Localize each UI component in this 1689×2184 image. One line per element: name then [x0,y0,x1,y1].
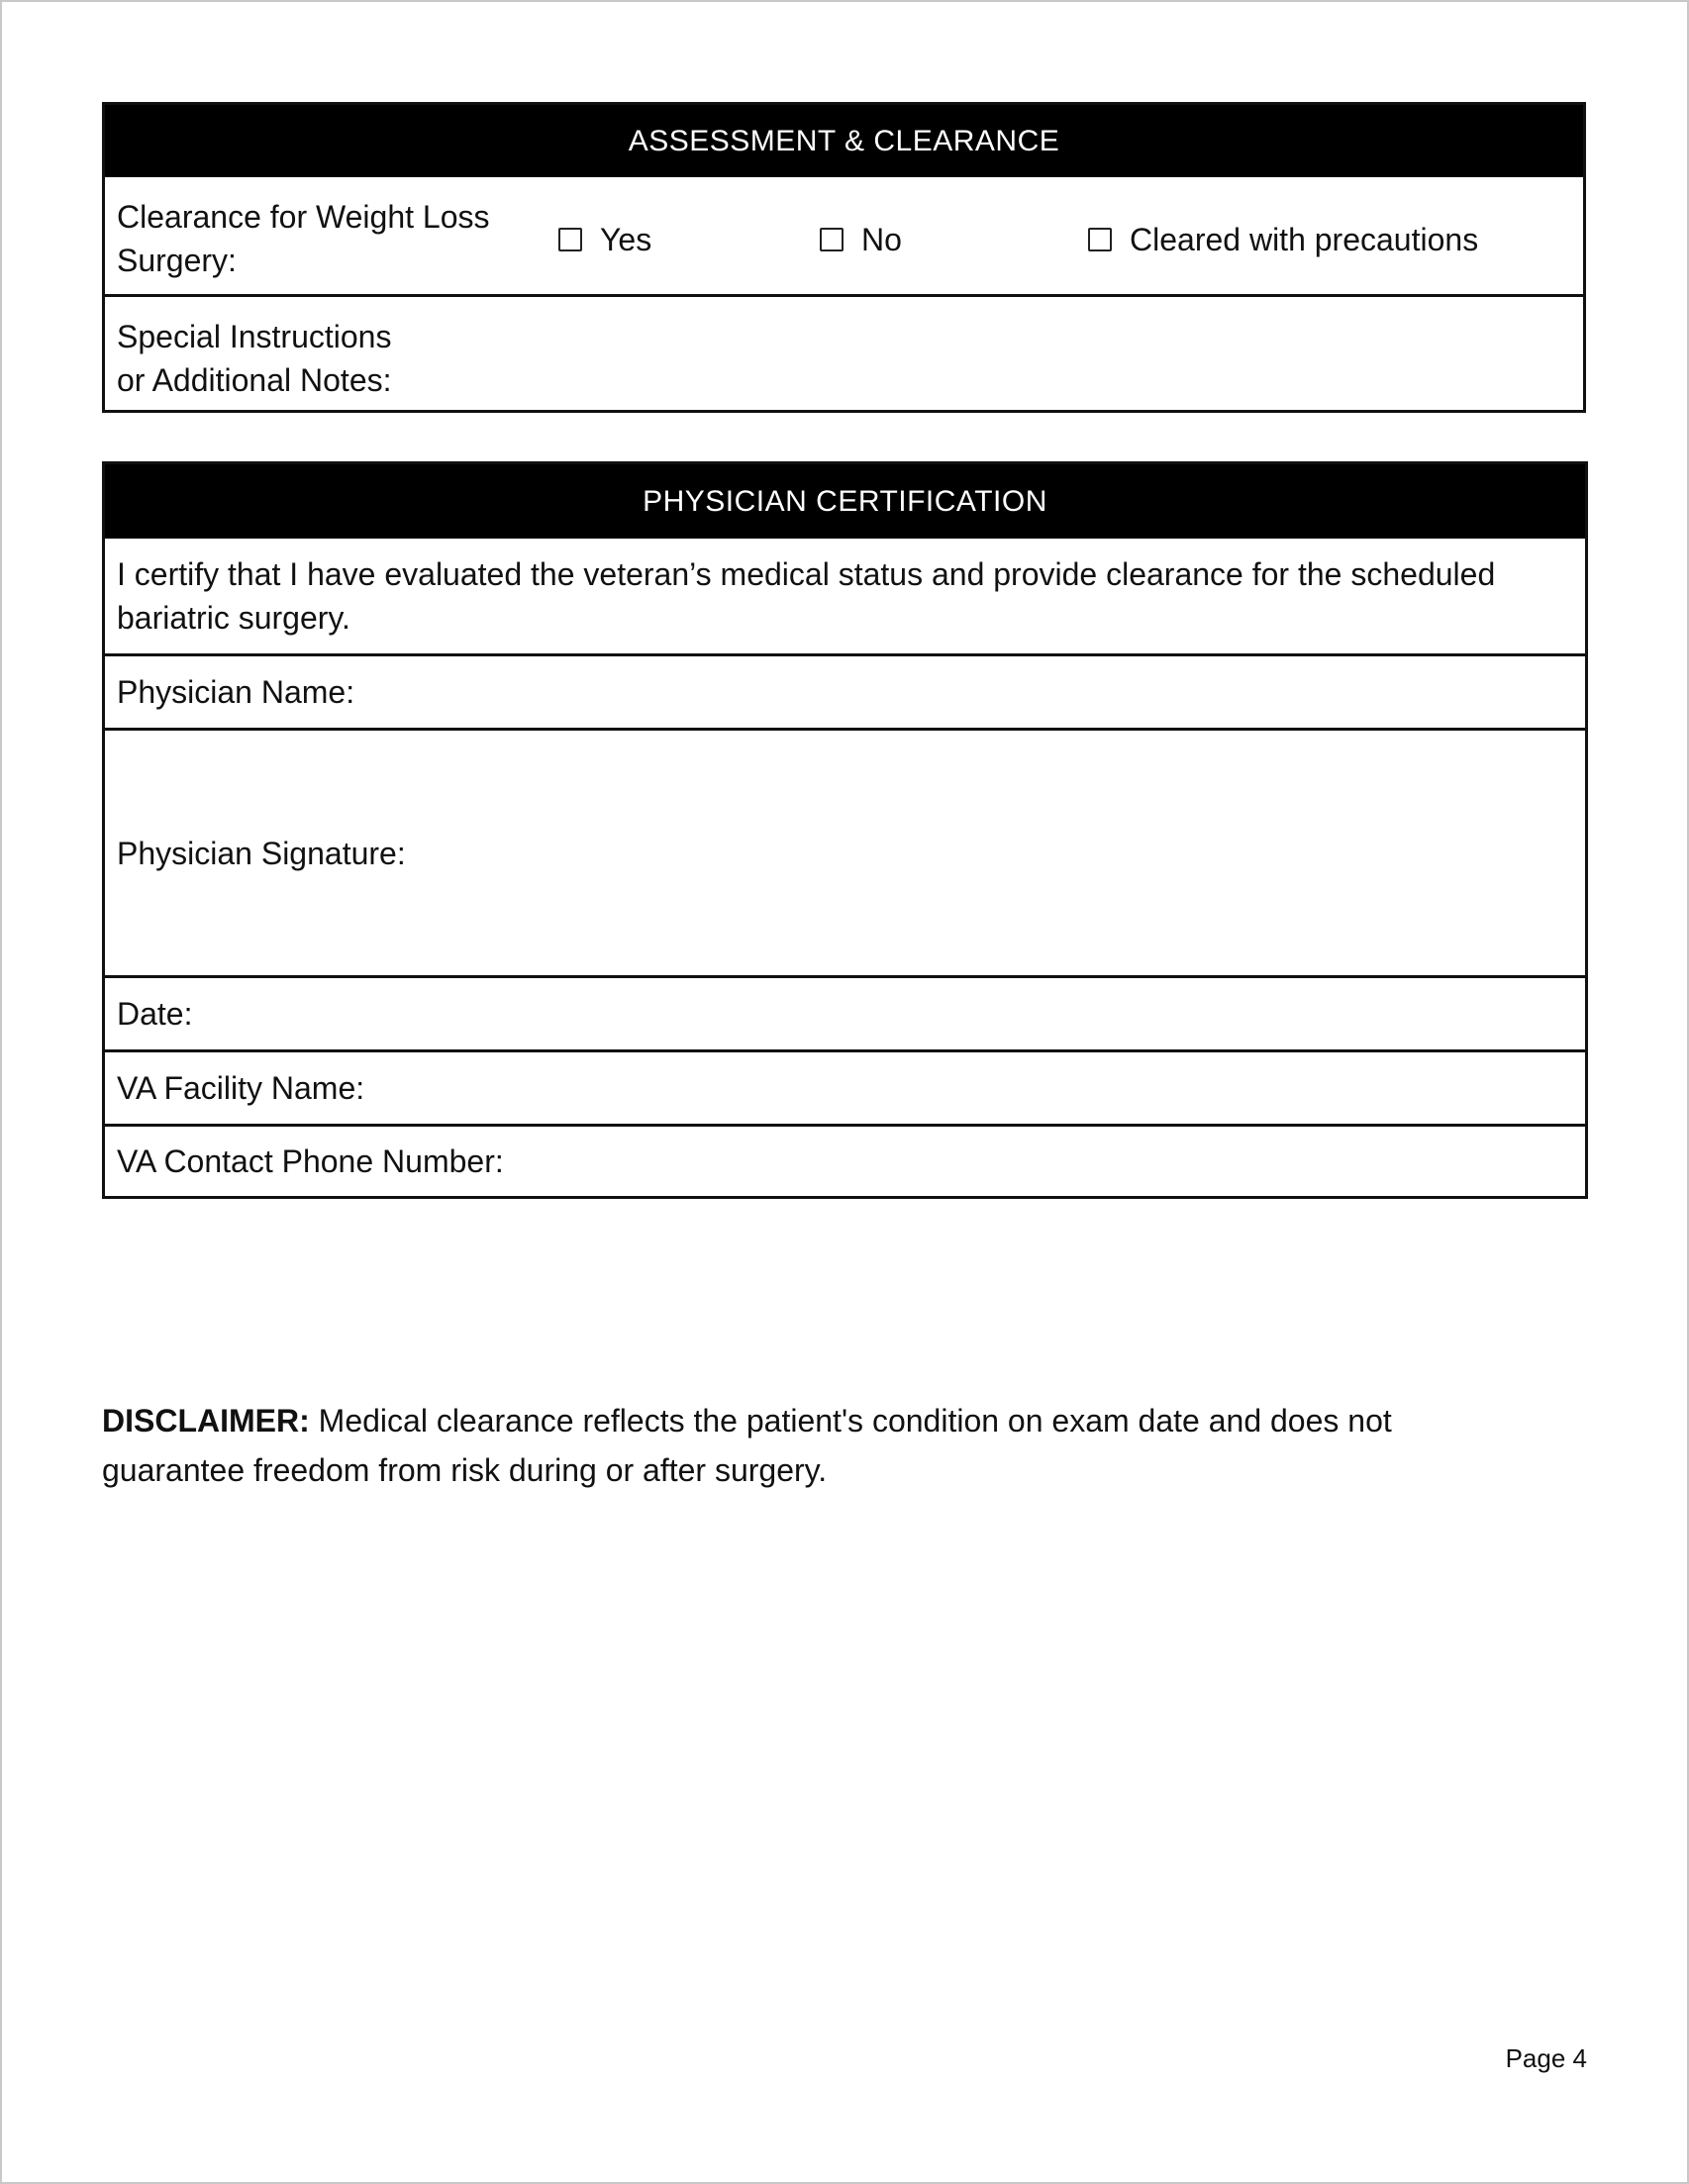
date-label: Date: [117,996,193,1032]
assessment-header: ASSESSMENT & CLEARANCE [105,105,1583,177]
disclaimer [102,1396,1508,1495]
phone-label: VA Contact Phone Number: [117,1143,504,1179]
physician-signature-label: Physician Signature: [117,835,406,871]
certification-header: PHYSICIAN CERTIFICATION [105,464,1585,539]
disclaimer-title: DISCLAIMER: [102,1403,310,1439]
notes-label-line2: or Additional Notes: [117,362,392,398]
yes-checkbox[interactable] [558,228,582,251]
physician-name-label: Physician Name: [117,674,355,710]
no-checkbox[interactable] [820,228,844,251]
certification-statement: I certify that I have evaluated the veteran’s medical status and provide clearance for the scheduled bariatric surgery. [117,556,1496,636]
option-no[interactable] [820,218,902,261]
page-number: Page 4 [1505,2043,1587,2073]
facility-label: VA Facility Name: [117,1070,365,1106]
certification-table [102,461,1588,1199]
facility-row[interactable] [105,1049,1585,1124]
clearance-label: Clearance for Weight Loss Surgery: [117,199,490,278]
precautions-checkbox[interactable] [1088,228,1112,251]
option-precautions-label: Cleared with precautions [1130,222,1479,257]
clearance-row [105,177,1583,294]
option-yes[interactable] [558,218,651,261]
phone-row[interactable] [105,1124,1585,1196]
disclaimer-text: Medical clearance reflects the patient's condition on exam date and does not guarantee freedom from risk during or after surgery. [102,1403,1392,1488]
option-no-label: No [861,222,902,257]
assessment-table [102,102,1586,413]
notes-label-line1: Special Instructions [117,319,392,354]
certification-statement-row [105,539,1585,653]
notes-label [117,315,392,402]
option-cleared-with-precautions[interactable] [1088,218,1478,261]
notes-row[interactable] [105,294,1583,410]
option-yes-label: Yes [600,222,652,257]
physician-signature-row[interactable] [105,728,1585,975]
date-row[interactable] [105,975,1585,1049]
physician-name-row[interactable] [105,653,1585,728]
